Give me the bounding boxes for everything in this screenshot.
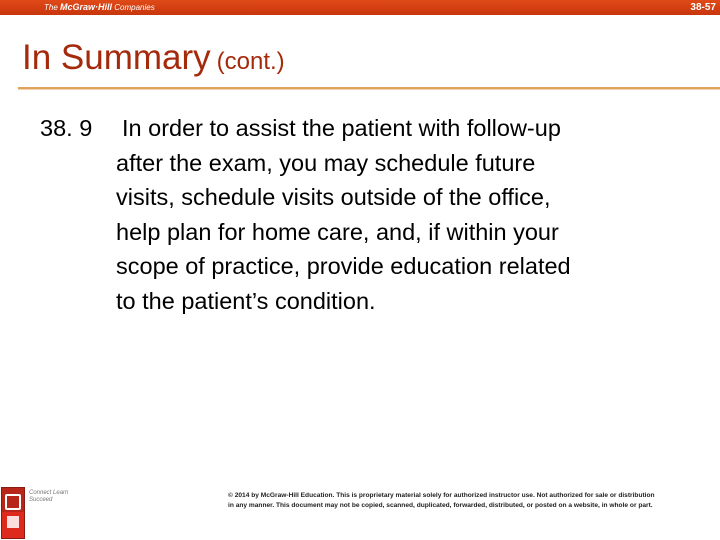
summary-text-line: to the patient’s condition. xyxy=(116,287,376,314)
slide-number: 38-57 xyxy=(690,2,716,13)
summary-paragraph xyxy=(40,111,680,318)
summary-text-line: In order to assist the patient with follow-up xyxy=(122,115,561,141)
summary-text-line: visits, schedule visits outside of the office, xyxy=(116,184,551,210)
slide-title-main: In Summary xyxy=(22,38,211,77)
logo-square-icon xyxy=(5,494,21,510)
slide-title xyxy=(22,38,285,78)
publisher-suffix: Companies xyxy=(112,3,155,12)
mcgraw-hill-education-logo xyxy=(1,487,25,539)
copyright-notice xyxy=(228,491,716,511)
logo-tagline: Connect Learn Succeed xyxy=(29,490,69,503)
publisher-prefix: The xyxy=(44,3,61,12)
publisher-brand: McGraw·Hill xyxy=(60,2,113,12)
slide-title-sub: (cont.) xyxy=(216,48,285,75)
logo-block-icon xyxy=(7,516,19,528)
copyright-line-1: © 2014 by McGraw-Hill Education. This is proprietary material solely for authorized instructor use. Not authorized for sale or distribution xyxy=(228,492,655,499)
publisher-logo-text xyxy=(44,1,155,14)
summary-text-line: after the exam, you may schedule future xyxy=(116,149,536,176)
item-number: 38. 9 xyxy=(40,115,93,141)
title-divider-shadow xyxy=(18,89,720,90)
summary-text-line: help plan for home care, and, if within your xyxy=(116,218,559,245)
copyright-line-2: in any manner. This document may not be copied, scanned, duplicated, forwarded, distributed, or posted on a website, in whole or part. xyxy=(228,502,653,509)
summary-text-line: scope of practice, provide education related xyxy=(116,253,571,279)
summary-line-1 xyxy=(40,111,680,146)
